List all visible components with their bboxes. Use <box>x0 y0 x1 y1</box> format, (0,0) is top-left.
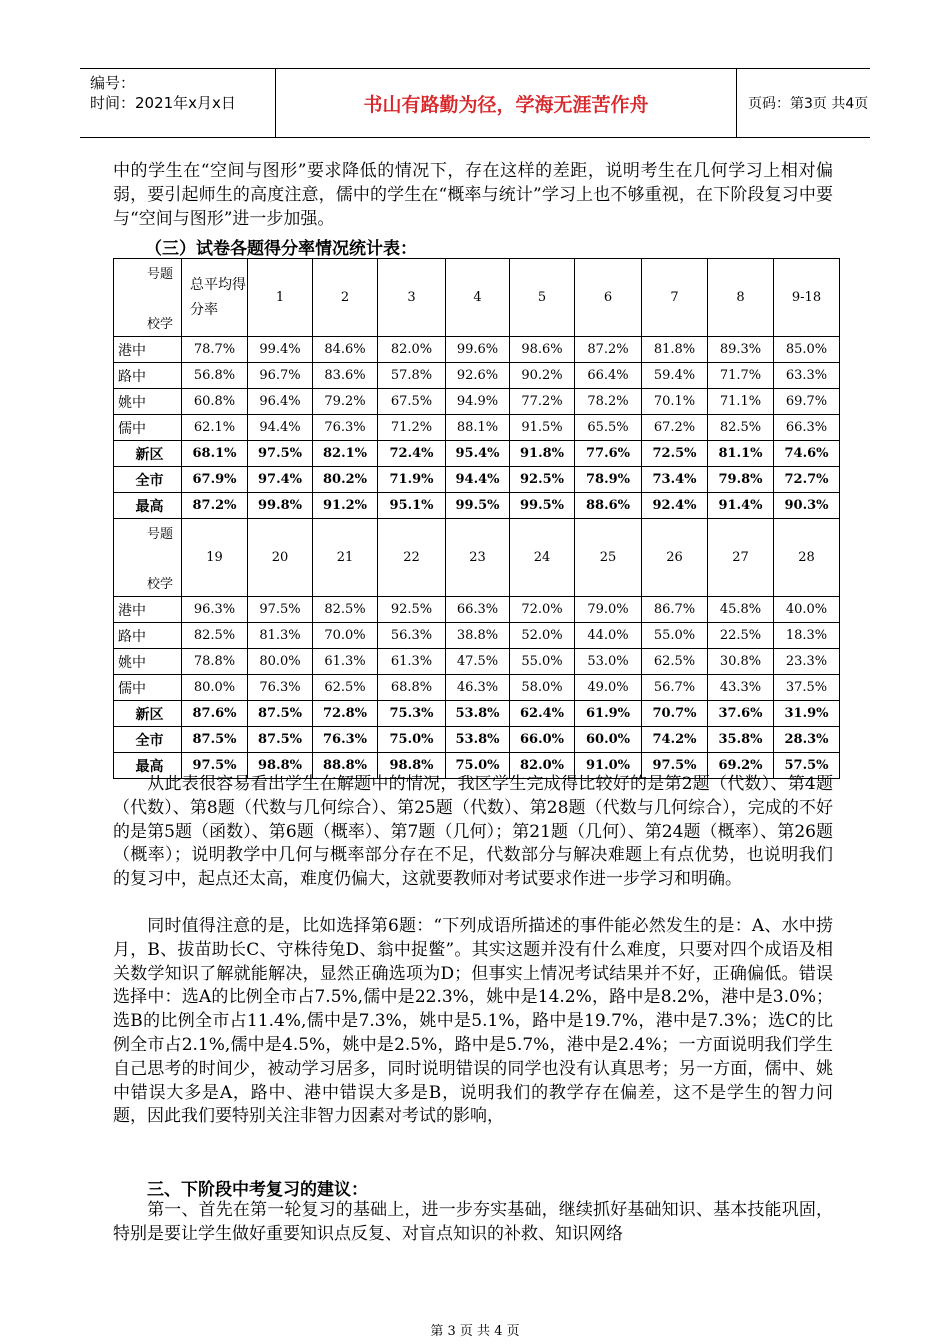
score-rate-cell: 45.8% <box>708 597 774 623</box>
score-rate-cell: 66.3% <box>774 415 840 441</box>
column-header-cell: 28 <box>774 519 840 597</box>
score-rate-cell: 30.8% <box>708 649 774 675</box>
score-rate-cell: 99.5% <box>510 493 575 519</box>
score-rate-cell: 95.1% <box>378 493 446 519</box>
score-rate-cell: 88.8% <box>313 753 378 779</box>
column-header-cell: 5 <box>510 259 575 337</box>
score-rate-cell: 98.8% <box>378 753 446 779</box>
score-rate-cell: 75.0% <box>378 727 446 753</box>
score-rate-cell: 72.4% <box>378 441 446 467</box>
school-name-cell: 最高 <box>114 493 182 519</box>
school-name-cell: 全市 <box>114 727 182 753</box>
score-rate-cell: 46.3% <box>446 675 510 701</box>
score-rate-cell: 80.0% <box>182 675 248 701</box>
score-rate-cell: 35.8% <box>708 727 774 753</box>
table-row <box>114 675 840 701</box>
score-rate-cell: 62.4% <box>510 701 575 727</box>
score-rate-cell: 98.6% <box>510 337 575 363</box>
score-rate-cell: 49.0% <box>575 675 642 701</box>
score-rate-cell: 78.7% <box>182 337 248 363</box>
score-rate-cell: 79.2% <box>313 389 378 415</box>
score-rate-cell: 80.2% <box>313 467 378 493</box>
score-rate-cell: 99.6% <box>446 337 510 363</box>
score-rate-cell: 47.5% <box>446 649 510 675</box>
score-rate-cell: 82.0% <box>378 337 446 363</box>
score-rate-cell: 76.3% <box>248 675 313 701</box>
score-rate-cell: 66.4% <box>575 363 642 389</box>
score-rate-cell: 71.2% <box>378 415 446 441</box>
column-header-cell: 2 <box>313 259 378 337</box>
score-rate-cell: 72.7% <box>774 467 840 493</box>
score-rate-cell: 87.5% <box>248 701 313 727</box>
table-row <box>114 363 840 389</box>
avg-header-cell: 总平均得分率 <box>182 259 248 337</box>
score-rate-cell: 87.2% <box>575 337 642 363</box>
table-row <box>114 441 840 467</box>
score-rate-cell: 78.9% <box>575 467 642 493</box>
score-rate-cell: 88.6% <box>575 493 642 519</box>
column-header-cell: 1 <box>248 259 313 337</box>
column-header-cell: 9-18 <box>774 259 840 337</box>
score-rate-cell: 97.5% <box>248 597 313 623</box>
score-rate-cell: 78.2% <box>575 389 642 415</box>
score-rate-cell: 56.8% <box>182 363 248 389</box>
header-motto: 书山有路勤为径，学海无涯苦作舟 <box>275 69 737 137</box>
document-number-label: 编号： <box>90 74 136 92</box>
section-table-title: （三）试卷各题得分率情况统计表： <box>145 239 417 259</box>
score-rate-cell: 72.0% <box>510 597 575 623</box>
school-name-cell: 新区 <box>114 701 182 727</box>
score-rate-cell: 57.5% <box>774 753 840 779</box>
score-rate-cell: 94.4% <box>248 415 313 441</box>
score-rate-cell: 96.4% <box>248 389 313 415</box>
score-rate-cell: 70.7% <box>642 701 708 727</box>
column-header-cell: 7 <box>642 259 708 337</box>
score-rate-cell: 82.5% <box>708 415 774 441</box>
score-rate-cell: 87.5% <box>248 727 313 753</box>
score-rate-cell: 55.0% <box>642 623 708 649</box>
score-rate-cell: 76.3% <box>313 415 378 441</box>
header-meta <box>90 73 236 113</box>
score-rate-cell: 66.0% <box>510 727 575 753</box>
score-rate-cell: 74.2% <box>642 727 708 753</box>
score-rate-cell: 96.7% <box>248 363 313 389</box>
score-rate-cell: 81.8% <box>642 337 708 363</box>
score-rate-cell: 91.2% <box>313 493 378 519</box>
score-rate-cell: 66.3% <box>446 597 510 623</box>
score-rate-cell: 72.5% <box>642 441 708 467</box>
score-rate-cell: 92.6% <box>446 363 510 389</box>
school-name-cell: 路中 <box>114 623 182 649</box>
score-rate-cell: 69.7% <box>774 389 840 415</box>
score-rate-cell: 86.7% <box>642 597 708 623</box>
score-rate-cell: 85.0% <box>774 337 840 363</box>
score-rate-cell: 91.8% <box>510 441 575 467</box>
column-header-cell: 4 <box>446 259 510 337</box>
table-row <box>114 727 840 753</box>
corner-school-label: 校学 <box>146 317 173 332</box>
school-name-cell: 儒中 <box>114 675 182 701</box>
column-header-cell: 21 <box>313 519 378 597</box>
score-rate-cell: 37.5% <box>774 675 840 701</box>
table-row <box>114 649 840 675</box>
score-rate-cell: 82.5% <box>313 597 378 623</box>
score-rate-cell: 74.6% <box>774 441 840 467</box>
score-rate-cell: 92.5% <box>378 597 446 623</box>
score-rate-cell: 67.2% <box>642 415 708 441</box>
column-header-cell: 25 <box>575 519 642 597</box>
column-header-cell: 26 <box>642 519 708 597</box>
score-rate-cell: 95.4% <box>446 441 510 467</box>
score-rate-cell: 43.3% <box>708 675 774 701</box>
school-name-cell: 全市 <box>114 467 182 493</box>
school-name-cell: 新区 <box>114 441 182 467</box>
score-rate-cell: 94.4% <box>446 467 510 493</box>
score-rate-cell: 79.0% <box>575 597 642 623</box>
score-rate-cell: 87.2% <box>182 493 248 519</box>
score-rate-cell: 76.3% <box>313 727 378 753</box>
score-rate-cell: 31.9% <box>774 701 840 727</box>
score-rate-cell: 28.3% <box>774 727 840 753</box>
corner-school-label: 校学 <box>146 577 173 592</box>
score-rate-cell: 60.0% <box>575 727 642 753</box>
score-rate-cell: 97.5% <box>182 753 248 779</box>
score-rate-cell: 69.2% <box>708 753 774 779</box>
note-paragraph <box>113 915 833 1129</box>
score-rate-cell: 77.2% <box>510 389 575 415</box>
score-rate-cell: 81.1% <box>708 441 774 467</box>
score-rate-cell: 82.1% <box>313 441 378 467</box>
score-rate-cell: 56.7% <box>642 675 708 701</box>
score-rate-cell: 72.8% <box>313 701 378 727</box>
score-rate-cell: 96.3% <box>182 597 248 623</box>
score-rate-cell: 78.8% <box>182 649 248 675</box>
school-name-cell: 姚中 <box>114 389 182 415</box>
column-header-cell: 6 <box>575 259 642 337</box>
score-rate-cell: 82.5% <box>182 623 248 649</box>
score-rate-cell: 61.9% <box>575 701 642 727</box>
score-rate-cell: 80.0% <box>248 649 313 675</box>
column-header-cell: 8 <box>708 259 774 337</box>
score-rate-cell: 94.9% <box>446 389 510 415</box>
score-rate-cell: 87.5% <box>182 727 248 753</box>
score-rate-cell: 60.8% <box>182 389 248 415</box>
column-header-cell: 22 <box>378 519 446 597</box>
analysis-paragraph <box>113 773 833 892</box>
score-rate-cell: 53.8% <box>446 727 510 753</box>
score-rate-cell: 59.4% <box>642 363 708 389</box>
score-rate-cell: 55.0% <box>510 649 575 675</box>
score-rate-cell: 68.8% <box>378 675 446 701</box>
score-rate-cell: 56.3% <box>378 623 446 649</box>
score-rate-cell: 61.3% <box>378 649 446 675</box>
corner-cell <box>114 259 182 337</box>
score-rate-cell: 57.8% <box>378 363 446 389</box>
school-name-cell: 路中 <box>114 363 182 389</box>
score-rate-cell: 90.2% <box>510 363 575 389</box>
score-rate-cell: 82.0% <box>510 753 575 779</box>
score-rate-cell: 62.1% <box>182 415 248 441</box>
table-row <box>114 337 840 363</box>
score-rate-cell: 23.3% <box>774 649 840 675</box>
score-rate-cell: 97.4% <box>248 467 313 493</box>
score-rate-cell: 61.3% <box>313 649 378 675</box>
column-header-cell: 23 <box>446 519 510 597</box>
score-rate-cell: 77.6% <box>575 441 642 467</box>
school-name-cell: 儒中 <box>114 415 182 441</box>
score-rate-cell: 92.4% <box>642 493 708 519</box>
column-header-cell: 3 <box>378 259 446 337</box>
score-rate-cell: 70.1% <box>642 389 708 415</box>
corner-cell <box>114 519 182 597</box>
intro-paragraph: 中的学生在“空间与图形”要求降低的情况下，存在这样的差距，说明考生在几何学习上相对偏弱，要引起师生的高度注意，儒中的学生在“概率与统计”学习上也不够重视，在下阶段复习中要与“空间与图形”进一步加强。 <box>113 161 833 229</box>
score-rate-cell: 53.8% <box>446 701 510 727</box>
column-header-cell: 27 <box>708 519 774 597</box>
score-rate-cell: 38.8% <box>446 623 510 649</box>
score-rate-cell: 37.6% <box>708 701 774 727</box>
score-rate-cell: 79.8% <box>708 467 774 493</box>
score-rate-cell: 91.5% <box>510 415 575 441</box>
score-rate-cell: 65.5% <box>575 415 642 441</box>
analysis-text: 从此表很容易看出学生在解题中的情况，我区学生完成得比较好的是第2题（代数）、第4题（代数）、第8题（代数与几何综合）、第25题（代数）、第28题（代数与几何综合），完成的不好的是第5题（函数）、第6题（概率）、第7题（几何）；第21题（几何）、第24题（概率）、第26题（概率）；说明教学中几何与概率部分存在不足，代数部分与解决难题上有点优势，也说明我们的复习中，起点还太高，难度仍偏大，这就要教师对考试要求作进一步学习和明确。 <box>113 774 833 890</box>
score-rate-cell: 75.3% <box>378 701 446 727</box>
school-name-cell: 姚中 <box>114 649 182 675</box>
score-rate-cell: 91.0% <box>575 753 642 779</box>
score-rate-cell: 81.3% <box>248 623 313 649</box>
header-page-label: 页码：第3页 共4页 <box>748 96 869 112</box>
score-rate-cell: 99.4% <box>248 337 313 363</box>
table-row <box>114 389 840 415</box>
section-three-title: 三、下阶段中考复习的建议： <box>147 1180 368 1200</box>
table-row <box>114 493 840 519</box>
score-rate-cell: 52.0% <box>510 623 575 649</box>
school-name-cell: 最高 <box>114 753 182 779</box>
corner-question-label: 号题 <box>146 267 173 282</box>
score-rate-cell: 97.5% <box>642 753 708 779</box>
note-text: 同时值得注意的是，比如选择第6题：“下列成语所描述的事件能必然发生的是：A、水中捞月，B、拔苗助长C、守株待兔D、翁中捉鳖”。其实这题并没有什么难度，只要对四个成语及相关数学知识了解就能解决，显然正确选项为D；但事实上情况考试结果并不好，正确偏低。错误选择中：选A的比例全市占7.5%,儒中是22.3%，姚中是14.2%，路中是8.2%，港中是3.0%；选B的比例全市占11.4%,儒中是7.3%，姚中是5.1%，路中是19.7%，港中是7.3%；选C的比例全市占2.1%,儒中是4.5%，姚中是2.5%，路中是5.7%，港中是2.4%；一方面说明我们学生自己思考的时间少，被动学习居多，同时说明错误的同学也没有认真思考；另一方面，儒中、姚中错误大多是A，路中、港中错误大多是B，说明我们的教学存在偏差，这不是学生的智力问题，因此我们要特别关注非智力因素对考试的影响， <box>113 916 833 1127</box>
column-header-cell: 19 <box>182 519 248 597</box>
score-rate-cell: 62.5% <box>642 649 708 675</box>
score-rate-cell: 83.6% <box>313 363 378 389</box>
score-rate-cell: 40.0% <box>774 597 840 623</box>
score-rate-cell: 53.0% <box>575 649 642 675</box>
score-rate-cell: 92.5% <box>510 467 575 493</box>
score-rate-cell: 88.1% <box>446 415 510 441</box>
table-header-row <box>114 519 840 597</box>
score-rate-cell: 70.0% <box>313 623 378 649</box>
table-row <box>114 597 840 623</box>
score-rate-cell: 89.3% <box>708 337 774 363</box>
document-time-label: 时间：2021年x月x日 <box>90 94 236 112</box>
score-rate-cell: 71.1% <box>708 389 774 415</box>
score-rate-cell: 22.5% <box>708 623 774 649</box>
score-rate-cell: 91.4% <box>708 493 774 519</box>
column-header-cell: 20 <box>248 519 313 597</box>
score-rate-cell: 71.9% <box>378 467 446 493</box>
score-rate-cell: 18.3% <box>774 623 840 649</box>
column-header-cell: 24 <box>510 519 575 597</box>
score-rate-table <box>113 258 840 779</box>
score-rate-cell: 87.6% <box>182 701 248 727</box>
table-row <box>114 701 840 727</box>
score-rate-cell: 90.3% <box>774 493 840 519</box>
corner-question-label: 号题 <box>146 527 173 542</box>
score-rate-cell: 71.7% <box>708 363 774 389</box>
school-name-cell: 港中 <box>114 337 182 363</box>
table-header-row <box>114 259 840 337</box>
suggestion-paragraph <box>113 1199 833 1247</box>
score-rate-cell: 63.3% <box>774 363 840 389</box>
score-rate-cell: 68.1% <box>182 441 248 467</box>
score-rate-cell: 62.5% <box>313 675 378 701</box>
score-rate-cell: 75.0% <box>446 753 510 779</box>
table-row <box>114 467 840 493</box>
score-rate-cell: 84.6% <box>313 337 378 363</box>
table-row <box>114 623 840 649</box>
page-header <box>80 68 870 138</box>
score-rate-cell: 67.9% <box>182 467 248 493</box>
score-rate-cell: 44.0% <box>575 623 642 649</box>
score-rate-cell: 98.8% <box>248 753 313 779</box>
school-name-cell: 港中 <box>114 597 182 623</box>
table-row <box>114 415 840 441</box>
score-rate-cell: 67.5% <box>378 389 446 415</box>
suggestion-text: 第一、首先在第一轮复习的基础上，进一步夯实基础，继续抓好基础知识、基本技能巩固，特别是要让学生做好重要知识点反复、对盲点知识的补救、知识网络 <box>113 1200 833 1244</box>
score-rate-cell: 99.5% <box>446 493 510 519</box>
page-footer: 第 3 页 共 4 页 <box>430 1324 520 1339</box>
score-rate-cell: 58.0% <box>510 675 575 701</box>
score-rate-cell: 99.8% <box>248 493 313 519</box>
score-rate-cell: 97.5% <box>248 441 313 467</box>
score-rate-cell: 73.4% <box>642 467 708 493</box>
